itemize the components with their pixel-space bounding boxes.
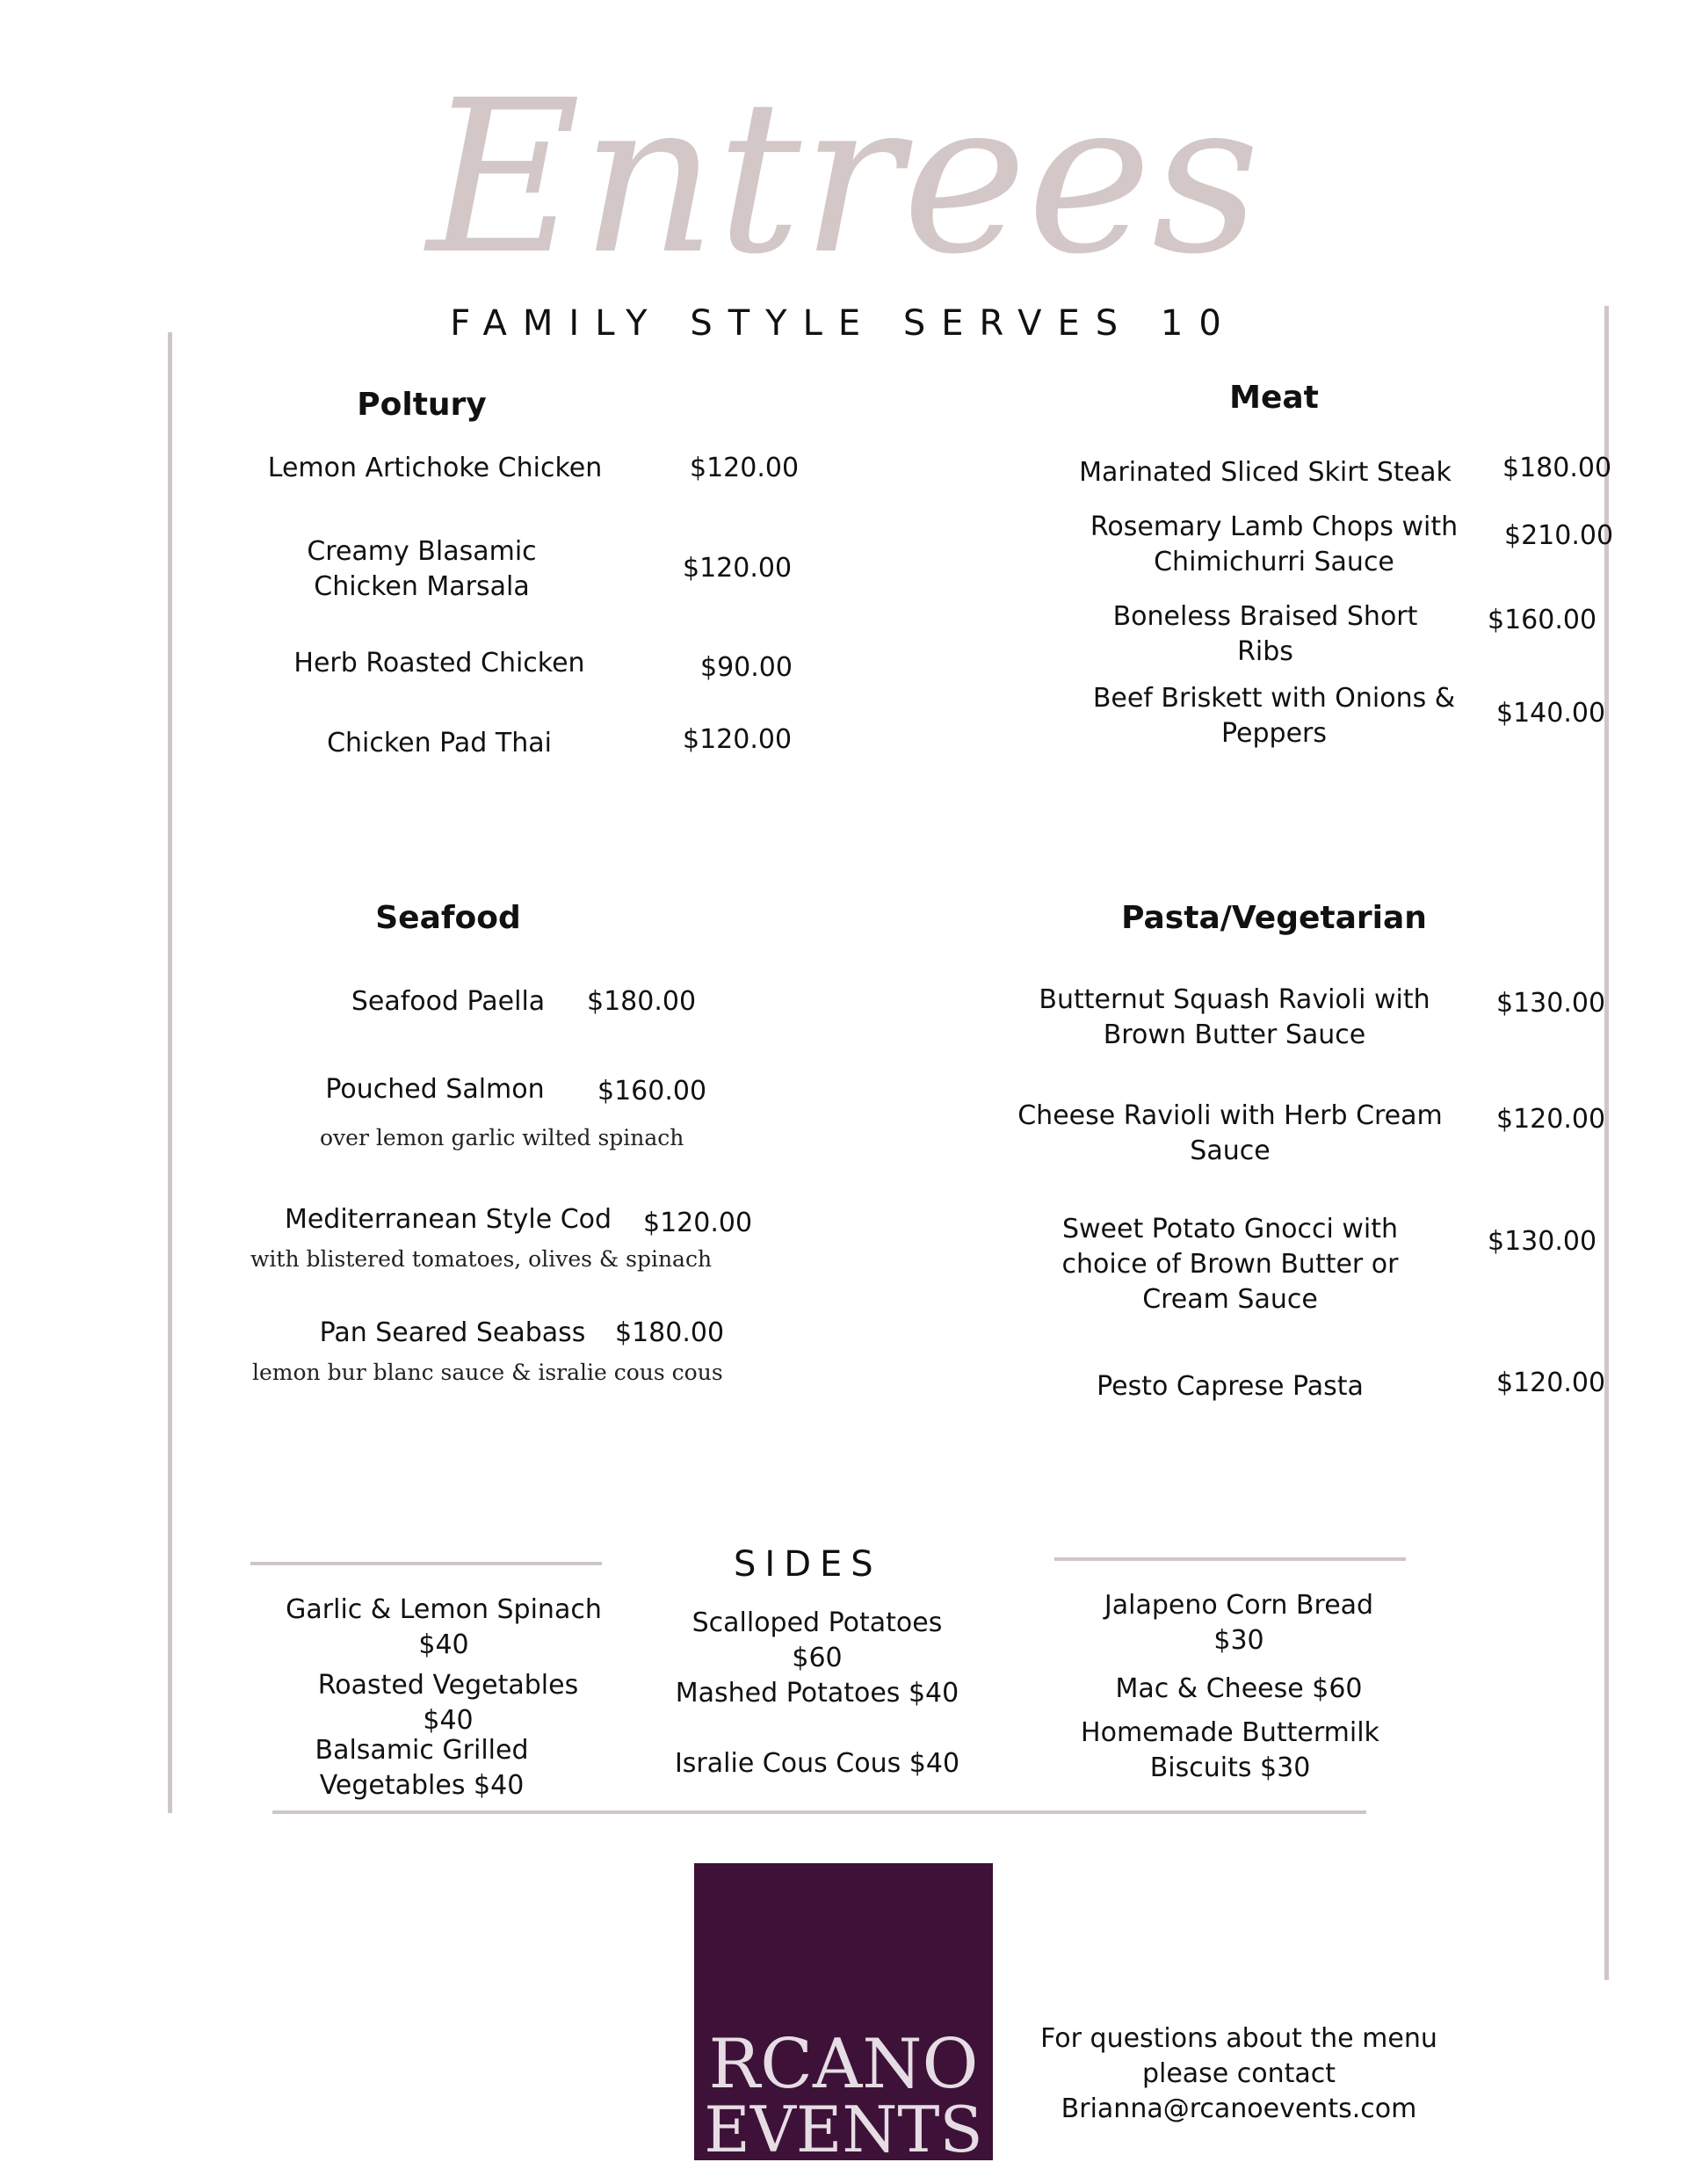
logo-line-1: RCANO xyxy=(708,2025,979,2104)
menu-item-name: Mediterranean Style Cod xyxy=(284,1204,612,1235)
menu-item-name: Beef Briskett with Onions & Peppers xyxy=(1092,683,1456,749)
side-item: Mashed Potatoes $40 xyxy=(675,1678,959,1709)
contact-info xyxy=(1019,2021,1459,2127)
sides-rule-bottom xyxy=(272,1810,1366,1814)
right-rule xyxy=(1604,306,1609,1980)
poultry-heading: Poltury xyxy=(357,387,487,423)
menu-item-price: $120.00 xyxy=(690,453,800,483)
menu-item-price: $120.00 xyxy=(683,553,793,584)
menu-item-price: $120.00 xyxy=(1496,1104,1606,1135)
contact-line-1: For questions about the menu xyxy=(1040,2023,1437,2054)
side-item: Garlic & Lemon Spinach $40 xyxy=(286,1594,602,1660)
menu-item-name: Cheese Ravioli with Herb Cream Sauce xyxy=(1017,1100,1443,1166)
menu-item-price: $210.00 xyxy=(1504,520,1614,551)
sides-rule-right xyxy=(1054,1557,1406,1561)
page-subtitle: FAMILY STYLE SERVES 10 xyxy=(450,303,1237,344)
title-script xyxy=(0,62,1687,290)
pasta-heading: Pasta/Vegetarian xyxy=(1121,900,1427,936)
menu-item-note: over lemon garlic wilted spinach xyxy=(320,1125,684,1150)
side-item: Balsamic Grilled Vegetables $40 xyxy=(315,1735,529,1801)
menu-item-name: Pesto Caprese Pasta xyxy=(1097,1371,1364,1402)
contact-line-2: please contact xyxy=(1141,2058,1336,2089)
menu-item-name: Pouched Salmon xyxy=(325,1074,545,1105)
menu-item-name: Pan Seared Seabass xyxy=(319,1317,586,1348)
menu-item-name: Marinated Sliced Skirt Steak xyxy=(1079,457,1452,488)
page-title xyxy=(0,62,1687,290)
menu-item-price: $120.00 xyxy=(683,724,793,755)
menu-item-name: Lemon Artichoke Chicken xyxy=(267,453,603,483)
menu-item-name: Boneless Braised Short Ribs xyxy=(1112,601,1418,667)
menu-item-price: $90.00 xyxy=(700,652,793,683)
menu-item-price: $130.00 xyxy=(1488,1226,1597,1257)
menu-item-name: Chicken Pad Thai xyxy=(327,728,552,758)
meat-heading: Meat xyxy=(1229,380,1319,416)
side-item: Isralie Cous Cous $40 xyxy=(674,1748,960,1779)
menu-item-price: $120.00 xyxy=(1496,1368,1606,1398)
menu-item-price: $160.00 xyxy=(597,1076,707,1107)
menu-item-name: Butternut Squash Ravioli with Brown Butter Sauce xyxy=(1039,984,1430,1050)
rcano-events-logo xyxy=(694,1863,993,2160)
side-item: Mac & Cheese $60 xyxy=(1115,1673,1363,1704)
menu-item-price: $160.00 xyxy=(1488,605,1597,635)
menu-item-name: Sweet Potato Gnocci with choice of Brown Butter or Cream Sauce xyxy=(1061,1214,1399,1315)
side-item: Homemade Buttermilk Biscuits $30 xyxy=(1081,1717,1379,1783)
logo-wordmark xyxy=(694,1863,993,2160)
seafood-heading: Seafood xyxy=(375,900,521,936)
logo-line-2: EVENTS xyxy=(704,2093,983,2160)
menu-item-name: Herb Roasted Chicken xyxy=(293,648,585,678)
side-item: Roasted Vegetables $40 xyxy=(317,1670,579,1736)
menu-item-price: $120.00 xyxy=(643,1208,753,1238)
title-text: Entrees xyxy=(426,62,1261,290)
menu-item-name: Seafood Paella xyxy=(351,986,546,1017)
sides-rule-left xyxy=(250,1562,602,1565)
menu-item-price: $180.00 xyxy=(1502,453,1612,483)
menu-item-price: $180.00 xyxy=(587,986,697,1017)
left-rule xyxy=(168,332,172,1813)
contact-email[interactable]: Brianna@rcanoevents.com xyxy=(1061,2093,1417,2124)
menu-item-price: $130.00 xyxy=(1496,988,1606,1019)
menu-item-name: Rosemary Lamb Chops with Chimichurri Sauce xyxy=(1090,512,1459,577)
sides-heading: SIDES xyxy=(734,1544,882,1585)
menu-item-name: Creamy Blasamic Chicken Marsala xyxy=(307,536,537,602)
menu-item-price: $140.00 xyxy=(1496,698,1606,729)
side-item: Scalloped Potatoes $60 xyxy=(691,1607,943,1673)
side-item: Jalapeno Corn Bread $30 xyxy=(1104,1590,1374,1656)
menu-item-note: with blistered tomatoes, olives & spinach xyxy=(250,1246,713,1272)
menu-item-price: $180.00 xyxy=(615,1317,725,1348)
menu-item-note: lemon bur blanc sauce & isralie cous cous xyxy=(252,1360,723,1385)
